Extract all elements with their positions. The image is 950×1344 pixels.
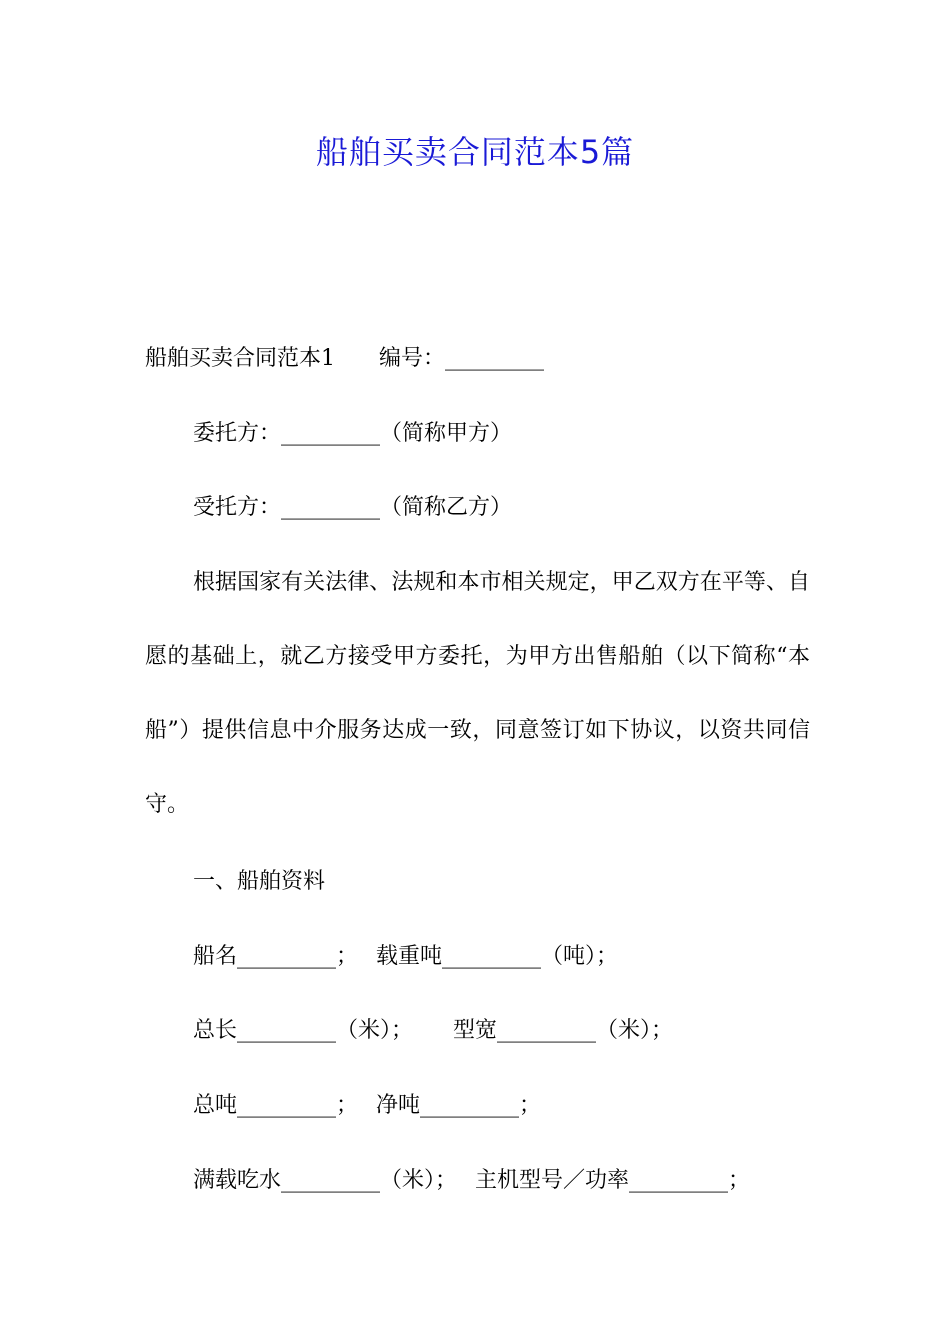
client-party-line: 委托方：_________（简称甲方） (193, 421, 513, 446)
contract-header-line: 船舶买卖合同范本1 编号：_________ (145, 346, 544, 371)
ship-fields-row-4: 满载吃水_________（米）； 主机型号／功率_________； (193, 1168, 750, 1193)
ship-fields-row-2: 总长_________（米）； 型宽_________（米）； (193, 1018, 673, 1043)
document-title: 船舶买卖合同范本5篇 (315, 133, 635, 171)
section-heading-ship-info: 一、船舶资料 (193, 869, 326, 894)
intro-paragraph: 根据国家有关法律、法规和本市相关规定，甲乙双方在平等、自愿的基础上，就乙方接受甲方委托，为甲方出售船舶（以下简称“本船”）提供信息中介服务达成一致，同意签订如下协议，以资共同信守。 (145, 570, 810, 817)
ship-fields-row-3: 总吨_________； 净吨_________； (193, 1093, 541, 1118)
ship-fields-row-1: 船名_________； 载重吨_________（吨）； (193, 944, 618, 969)
agent-party-line: 受托方：_________（简称乙方） (193, 495, 513, 520)
